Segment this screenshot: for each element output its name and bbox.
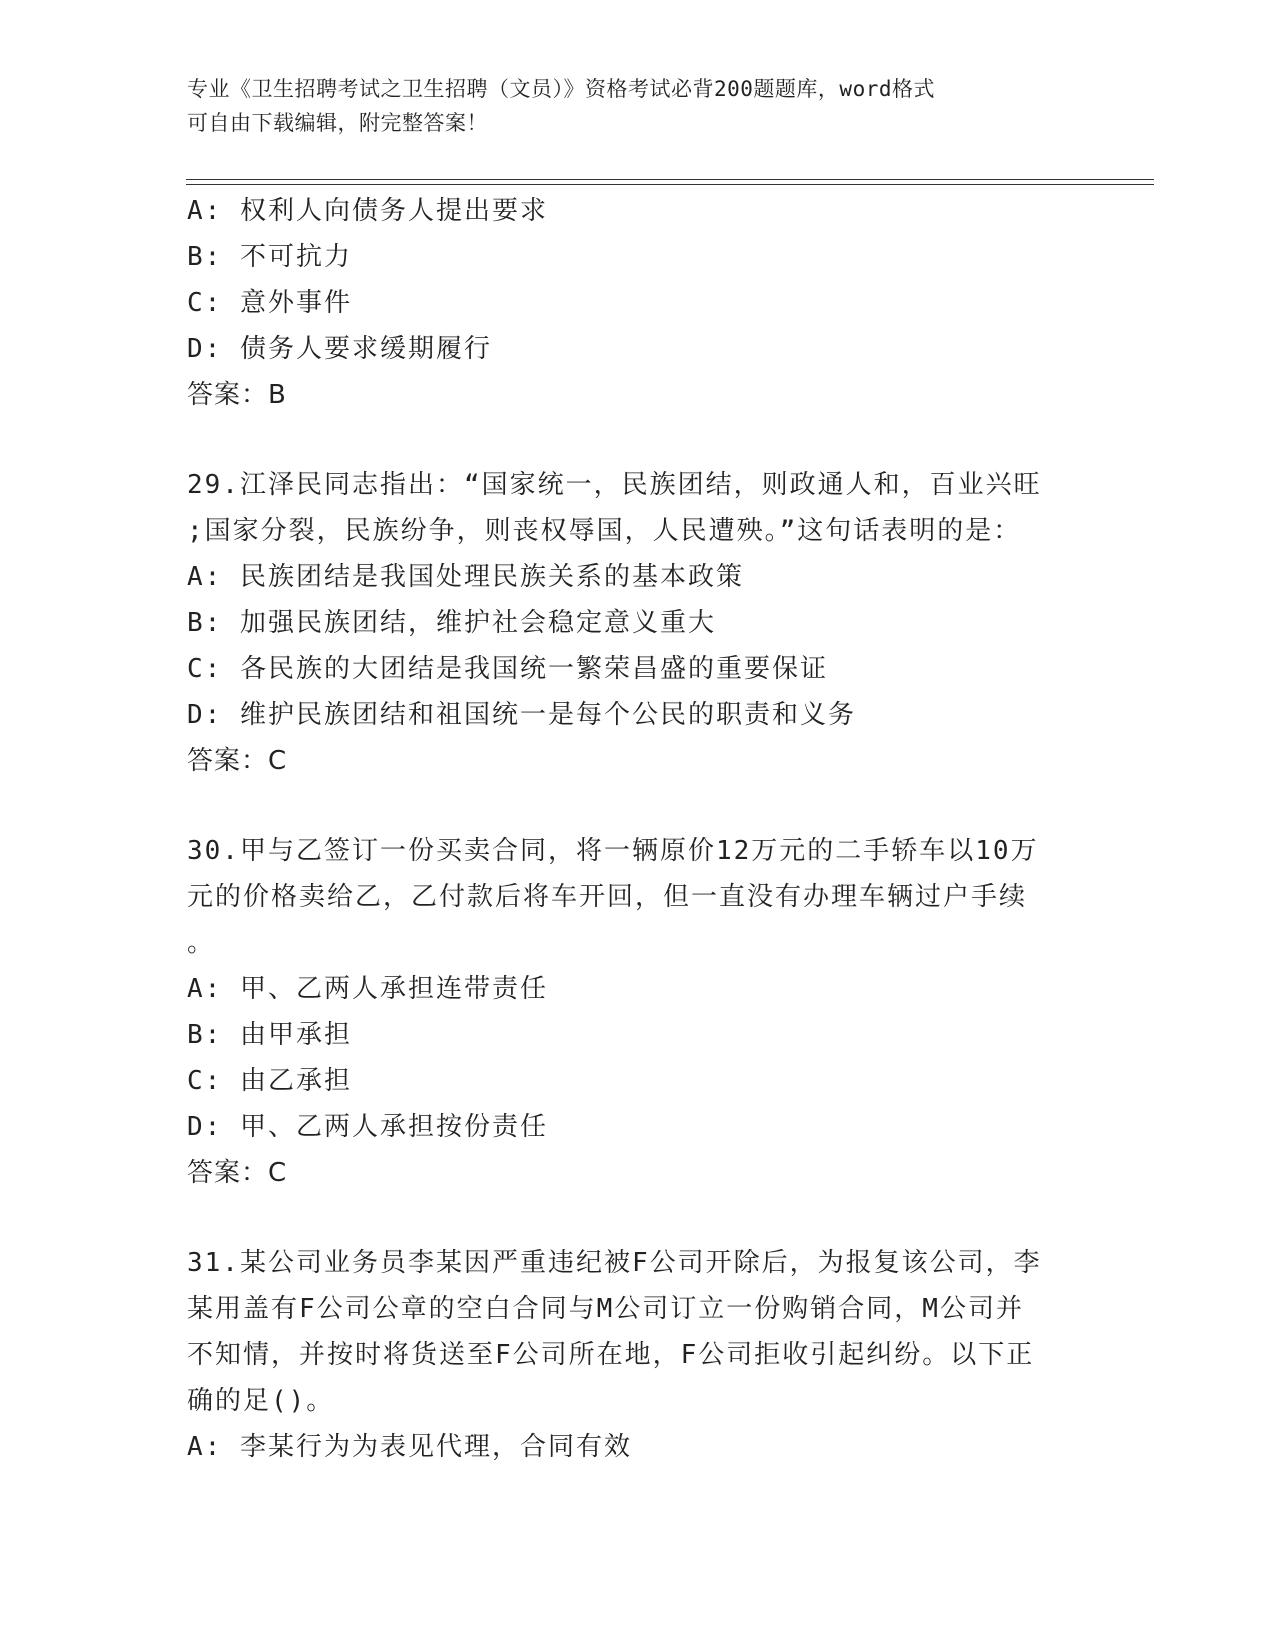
question-stem-line: ;国家分裂，民族纷争，则丧权辱国，人民遭殃。”这句话表明的是： (187, 516, 1022, 546)
question-29 (187, 462, 1087, 784)
header-divider-top (186, 179, 1154, 180)
question-stem-line: 不知情，并按时将货送至F公司所在地，F公司拒收引起纠纷。以下正 (187, 1340, 1035, 1370)
question-stem-line: 29.江泽民同志指出：“国家统一，民族团结，则政通人和，百业兴旺 (187, 470, 1042, 500)
answer-line: 答案：C (187, 1158, 288, 1188)
header-divider-bottom (186, 184, 1154, 185)
option-c: C: 由乙承担 (187, 1066, 352, 1096)
header-title-line-2: 可自由下载编辑，附完整答案！ (187, 111, 488, 135)
question-spacer (187, 1196, 1087, 1240)
option-a: A: 权利人向债务人提出要求 (187, 196, 548, 226)
question-stem-line: 。 (187, 928, 216, 958)
question-30 (187, 828, 1087, 1196)
option-a: A: 民族团结是我国处理民族关系的基本政策 (187, 562, 744, 592)
answer-line: 答案：B (187, 380, 287, 410)
option-a: A: 李某行为为表见代理，合同有效 (187, 1432, 632, 1462)
option-b: B: 由甲承担 (187, 1020, 352, 1050)
question-stem-line: 某用盖有F公司公章的空白合同与M公司订立一份购销合同，M公司并 (187, 1294, 1024, 1324)
header-title-line-1: 专业《卫生招聘考试之卫生招聘（文员）》资格考试必背200题题库，word格式 (187, 77, 935, 101)
question-stem-line: 30.甲与乙签订一份买卖合同，将一辆原价12万元的二手轿车以10万 (187, 836, 1039, 866)
option-b: B: 不可抗力 (187, 242, 352, 272)
option-c: C: 意外事件 (187, 288, 352, 318)
question-content (187, 188, 1087, 1470)
option-d: D: 债务人要求缓期履行 (187, 334, 492, 364)
option-c: C: 各民族的大团结是我国统一繁荣昌盛的重要保证 (187, 654, 828, 684)
document-header (187, 72, 1087, 140)
option-d: D: 维护民族团结和祖国统一是每个公民的职责和义务 (187, 700, 856, 730)
question-spacer (187, 418, 1087, 462)
question-stem-line: 31.某公司业务员李某因严重违纪被F公司开除后，为报复该公司，李 (187, 1248, 1042, 1278)
question-stem-line: 元的价格卖给乙，乙付款后将车开回，但一直没有办理车辆过户手续 (187, 882, 1028, 912)
question-31 (187, 1240, 1087, 1470)
option-a: A: 甲、乙两人承担连带责任 (187, 974, 548, 1004)
question-spacer (187, 784, 1087, 828)
option-d: D: 甲、乙两人承担按份责任 (187, 1112, 548, 1142)
question-stem-line: 确的足()。 (187, 1386, 335, 1416)
answer-line: 答案：C (187, 746, 288, 776)
option-b: B: 加强民族团结，维护社会稳定意义重大 (187, 608, 716, 638)
question-28 (187, 188, 1087, 418)
